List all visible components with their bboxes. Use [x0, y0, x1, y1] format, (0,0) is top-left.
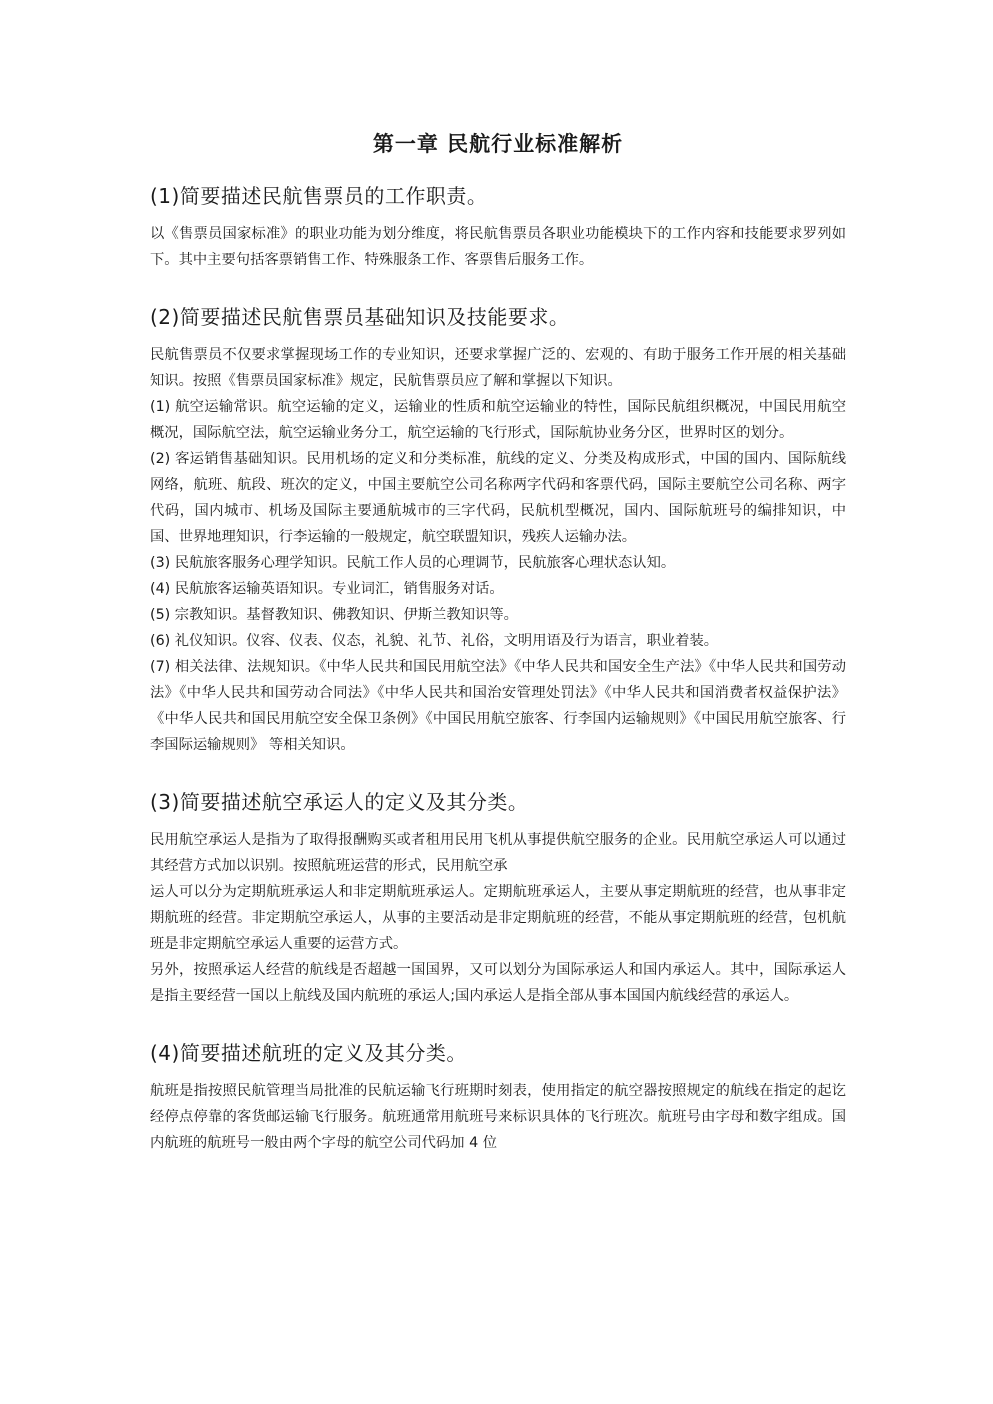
- list-item: (5) 宗教知识。基督教知识、佛教知识、伊斯兰教知识等。: [150, 607, 518, 623]
- chapter-title: 第一章 民航行业标准解析: [372, 132, 624, 156]
- paragraph: 运人可以分为定期航班承运人和非定期航班承运人。定期航班承运人，主要从事定期航班的经营，也从事非定期航班的经营。非定期航空承运人，从事的主要活动是非定期航班的经营，不能从事定期航班的经营，包机航班是非定期航空承运人重要的运营方式。: [150, 884, 846, 952]
- document-page: [150, 128, 846, 1156]
- section-1: [150, 180, 846, 273]
- paragraph: 以《售票员国家标准》的职业功能为划分维度，将民航售票员各职业功能模块下的工作内容和技能要求罗列如下。其中主要句括客票销售工作、特殊服条工作、客票售后服务工作。: [150, 226, 846, 268]
- section-2: [150, 301, 846, 758]
- paragraph: 另外，按照承运人经营的航线是否超越一国国界，又可以划分为国际承运人和国内承运人。其中，国际承运人是指主要经营一国以上航线及国内航班的承运人;国内承运人是指全部从事本国国内航线经营的承运人。: [150, 962, 846, 1004]
- list-item: (1) 航空运输常识。航空运输的定义，运输业的性质和航空运输业的特性，国际民航组织概况，中国民用航空概况，国际航空法，航空运输业务分工，航空运输的飞行形式，国际航协业务分区，世界时区的划分。: [150, 399, 846, 441]
- list-item: (6) 礼仪知识。仪容、仪表、仪态，礼貌、礼节、礼俗，文明用语及行为语言，职业着装。: [150, 633, 719, 649]
- paragraph: 民用航空承运人是指为了取得报酬购买或者租用民用飞机从事提供航空服务的企业。民用航空承运人可以通过其经营方式加以识别。按照航班运营的形式，民用航空承: [150, 832, 846, 874]
- section-heading: (1)简要描述民航售票员的工作职责。: [150, 184, 488, 208]
- list-item: (7) 相关法律、法规知识。《中华人民共和国民用航空法》《中华人民共和国安全生产法》《中华人民共和国劳动法》《中华人民共和国劳动合同法》《中华人民共和国治安管理处罚法》《中华人民共和国消费者权益保护法》《中华人民共和国民用航空安全保卫条例》《中国民用航空旅客、行李国内运输规则》《中国民用航空旅客、行李国际运输规则》 等相关知识。: [150, 659, 846, 753]
- section-heading: (3)简要描述航空承运人的定义及其分类。: [150, 790, 529, 814]
- section-heading: (4)简要描述航班的定义及其分类。: [150, 1041, 467, 1065]
- list-item: (3) 民航旅客服务心理学知识。民航工作人员的心理调节，民航旅客心理状态认知。: [150, 555, 676, 571]
- section-3: [150, 786, 846, 1009]
- paragraph: 民航售票员不仅要求掌握现场工作的专业知识，还要求掌握广泛的、宏观的、有助于服务工作开展的相关基础知识。按照《售票员国家标准》规定，民航售票员应了解和掌握以下知识。: [150, 347, 846, 389]
- paragraph: 航班是指按照民航管理当局批准的民航运输飞行班期时刻表，使用指定的航空器按照规定的航线在指定的起讫经停点停靠的客货邮运输飞行服务。航班通常用航班号来标识具体的飞行班次。航班号由字母和数字组成。国内航班的航班号一般由两个字母的航空公司代码加 4 位: [150, 1083, 846, 1151]
- section-heading: (2)简要描述民航售票员基础知识及技能要求。: [150, 305, 570, 329]
- section-4: [150, 1037, 846, 1156]
- list-item: (4) 民航旅客运输英语知识。专业词汇，销售服务对话。: [150, 581, 504, 597]
- list-item: (2) 客运销售基础知识。民用机场的定义和分类标准，航线的定义、分类及构成形式，中国的国内、国际航线网络，航班、航段、班次的定义，中国主要航空公司名称两字代码和客票代码，国际主要航空公司名称、两字代码，国内城市、机场及国际主要通航城市的三字代码，民航机型概况，国内、国际航班号的编排知识，中国、世界地理知识，行李运输的一般规定，航空联盟知识，残疾人运输办法。: [150, 451, 846, 545]
